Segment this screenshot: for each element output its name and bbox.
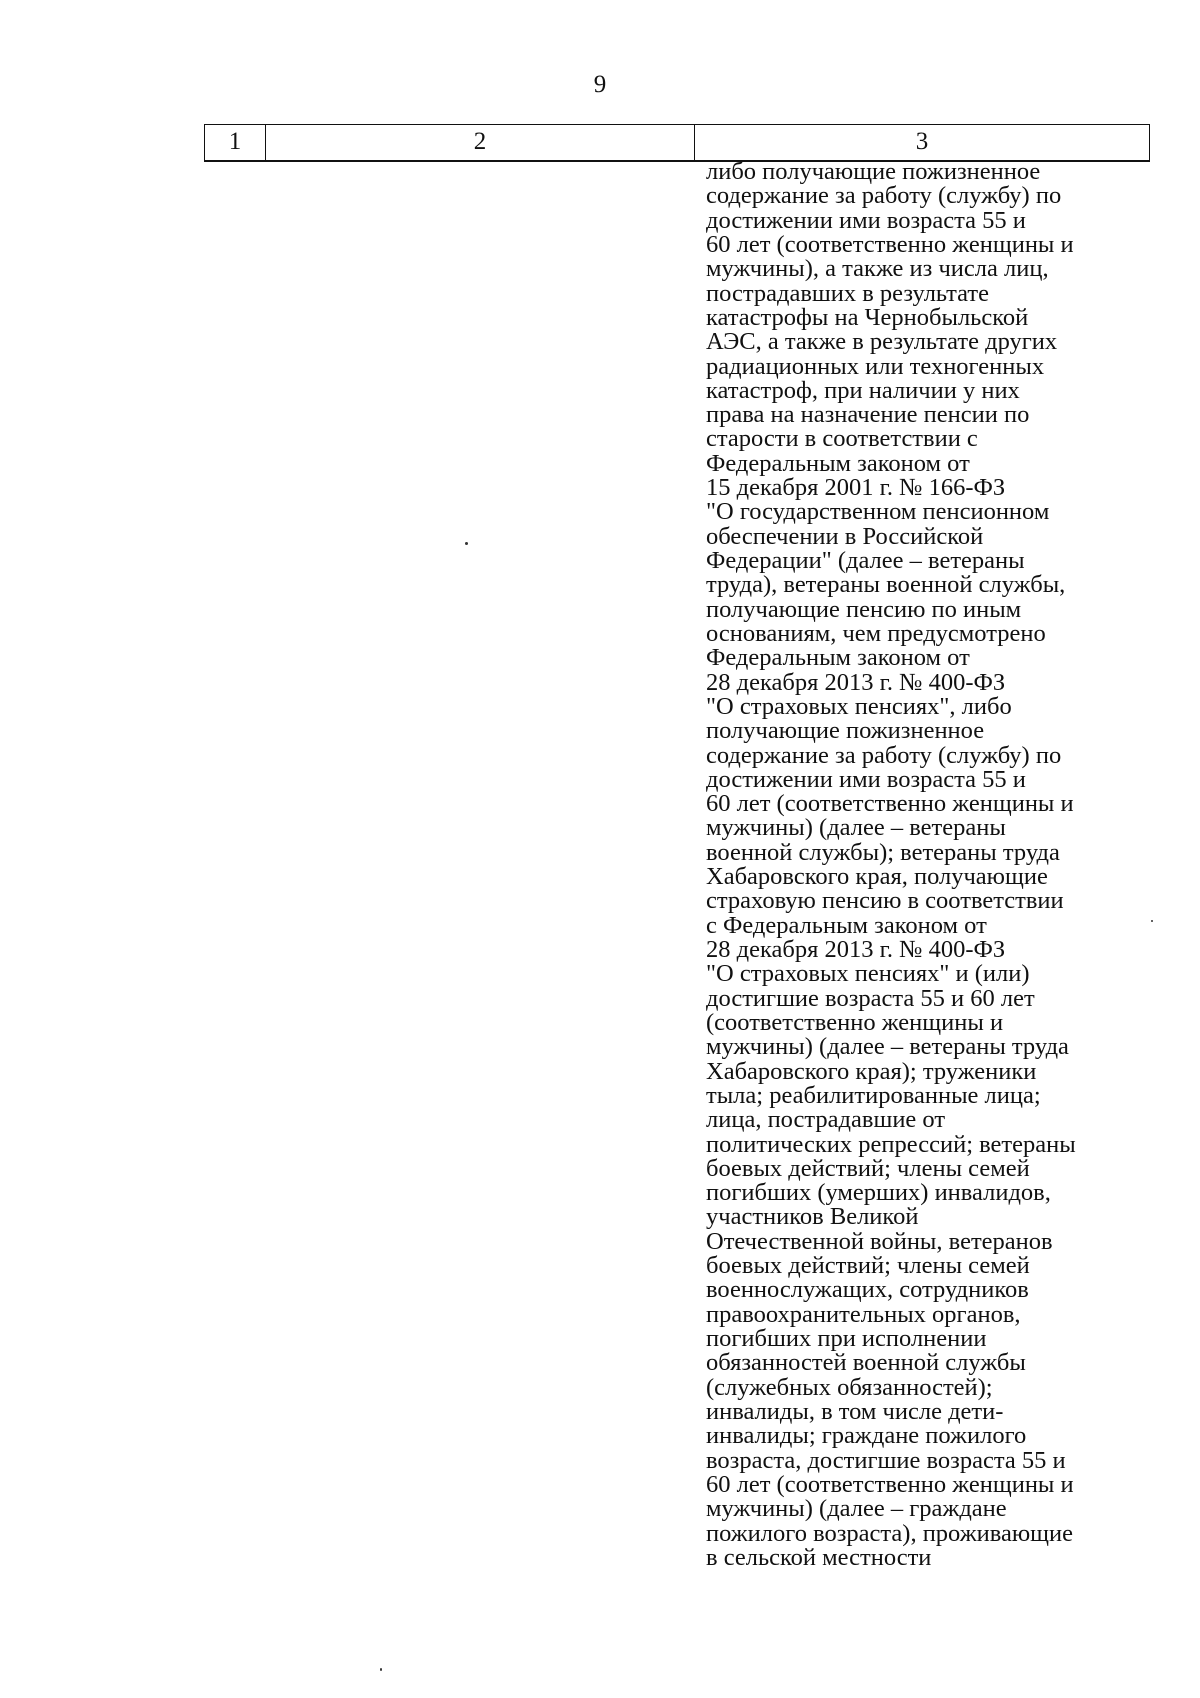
- table-header-col-1: 1: [205, 125, 266, 160]
- text-line: военнослужащих, сотрудников: [706, 1276, 1029, 1304]
- text-line: инвалиды, в том числе дети-: [706, 1397, 1004, 1425]
- text-line: пожилого возраста), проживающие: [706, 1519, 1074, 1547]
- scan-speck: [1151, 920, 1153, 922]
- text-line: Федеральным законом от: [706, 449, 970, 477]
- text-line: 60 лет (соответственно женщины и: [706, 1470, 1074, 1498]
- text-line: Федерации" (далее – ветераны: [706, 547, 1025, 574]
- text-line: права на назначение пенсии по: [706, 401, 1030, 429]
- text-line: "О страховых пенсиях" и (или): [706, 960, 1030, 988]
- text-line: "О государственном пенсионном: [706, 498, 1050, 526]
- scan-speck: [465, 542, 468, 545]
- text-line: с Федеральным законом от: [706, 911, 987, 939]
- table-cell-col-3: [706, 160, 1150, 1570]
- text-line: мужчины), а также из числа лиц,: [706, 255, 1049, 283]
- text-line: политических репрессий; ветераны: [706, 1130, 1076, 1158]
- scan-speck: [380, 1668, 382, 1671]
- text-line: в сельской местности: [706, 1543, 932, 1571]
- text-line: 60 лет (соответственно женщины и: [706, 230, 1074, 258]
- text-line: достижении ими возраста 55 и: [706, 206, 1026, 234]
- text-line: боевых действий; члены семей: [706, 1252, 1030, 1280]
- text-line: обязанностей военной службы: [706, 1349, 1026, 1377]
- table-header-col-2: 2: [266, 125, 695, 160]
- text-line: достигшие возраста 55 и 60 лет: [706, 984, 1035, 1012]
- text-line: Федеральным законом от: [706, 644, 970, 672]
- text-line: катастроф, при наличии у них: [706, 376, 1020, 404]
- text-line: погибших при исполнении: [706, 1325, 987, 1352]
- text-line: участников Великой: [706, 1203, 919, 1231]
- text-line: основаниям, чем предусмотрено: [706, 619, 1046, 647]
- table-header-row: [204, 124, 1150, 162]
- text-line: Отечественной войны, ветеранов: [706, 1227, 1053, 1255]
- text-line: АЭС, а также в результате других: [706, 328, 1058, 356]
- text-line: либо получающие пожизненное: [706, 158, 1041, 185]
- text-line: труда), ветераны военной службы,: [706, 571, 1066, 599]
- text-line: Хабаровского края); труженики: [706, 1057, 1037, 1085]
- text-line: 28 декабря 2013 г. № 400-ФЗ: [706, 668, 1006, 696]
- text-line: пострадавших в результате: [706, 279, 989, 307]
- text-line: (служебных обязанностей);: [706, 1373, 993, 1401]
- text-line: тыла; реабилитированные лица;: [706, 1081, 1041, 1109]
- text-line: 28 декабря 2013 г. № 400-ФЗ: [706, 936, 1006, 963]
- table-header-col-3: 3: [915, 128, 929, 155]
- page-number: 9: [593, 71, 607, 98]
- text-line: содержание за работу (службу) по: [706, 741, 1062, 769]
- text-line: инвалиды; граждане пожилого: [706, 1422, 1027, 1450]
- text-line: мужчины) (далее – ветераны труда: [706, 1033, 1069, 1061]
- text-line: погибших (умерших) инвалидов,: [706, 1179, 1051, 1207]
- text-line: старости в соответствии с: [706, 425, 978, 453]
- text-line: мужчины) (далее – ветераны: [706, 814, 1006, 842]
- text-line: страховую пенсию в соответствии: [706, 887, 1064, 915]
- text-line: радиационных или техногенных: [706, 352, 1045, 380]
- text-line: боевых действий; члены семей: [706, 1154, 1030, 1182]
- text-line: получающие пожизненное: [706, 717, 985, 745]
- text-line: содержание за работу (службу) по: [706, 182, 1062, 210]
- text-line: мужчины) (далее – граждане: [706, 1495, 1007, 1523]
- text-line: достижении ими возраста 55 и: [706, 765, 1026, 793]
- text-line: военной службы); ветераны труда: [706, 838, 1060, 866]
- text-line: обеспечении в Российской: [706, 522, 984, 550]
- text-line: лица, пострадавшие от: [706, 1106, 946, 1134]
- text-line: правоохранительных органов,: [706, 1300, 1021, 1328]
- text-line: Хабаровского края, получающие: [706, 863, 1048, 891]
- text-line: возраста, достигшие возраста 55 и: [706, 1446, 1066, 1474]
- text-line: "О страховых пенсиях", либо: [706, 692, 1012, 720]
- text-line: катастрофы на Чернобыльской: [706, 303, 1029, 331]
- text-line: 60 лет (соответственно женщины и: [706, 790, 1074, 818]
- text-line: 15 декабря 2001 г. № 166-ФЗ: [706, 474, 1006, 502]
- text-line: (соответственно женщины и: [706, 1008, 1004, 1036]
- text-line: получающие пенсию по иным: [706, 595, 1022, 623]
